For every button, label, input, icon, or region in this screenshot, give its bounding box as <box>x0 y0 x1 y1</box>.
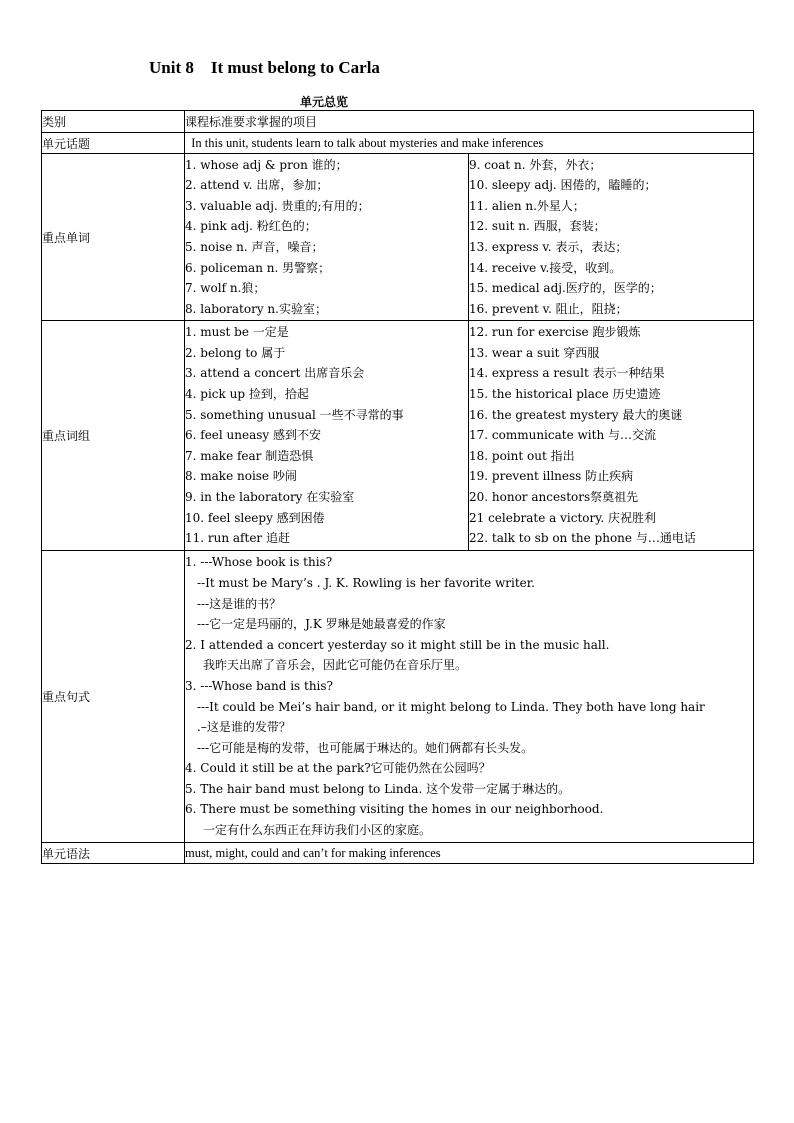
sentence-line: .–这是谁的发带？ <box>197 720 291 735</box>
list-item: 16. prevent v. 阻止，阻挠； <box>469 301 628 316</box>
list-item: 2. belong to 属于 <box>185 345 286 360</box>
list-item: 6. feel uneasy 感到不安 <box>185 428 322 443</box>
topic-label: 单元话题 <box>42 133 185 154</box>
list-item: 18. point out 指出 <box>469 448 575 463</box>
grammar-text: must, might, could and can’t for making inferences <box>185 843 754 864</box>
phrases-row <box>42 321 754 551</box>
list-item: 8. laboratory n.实验室； <box>185 301 327 316</box>
sentence-line: ---它一定是玛丽的，J.K 罗琳是她最喜爱的作家 <box>197 617 446 632</box>
grammar-label: 单元语法 <box>42 843 185 864</box>
list-item: 10. feel sleepy 感到困倦 <box>185 510 325 525</box>
phrases-right-list <box>469 321 754 551</box>
sentence-line: 6. There must be something visiting the homes in our neighborhood. <box>185 802 604 817</box>
sentence-line: 4. Could it still be at the park?它可能仍然在公园吗？ <box>185 761 491 776</box>
sentences-row <box>42 551 754 843</box>
list-item: 16. the greatest mystery 最大的奥谜 <box>469 407 683 422</box>
sentences-label: 重点句式 <box>42 551 185 843</box>
topic-row <box>42 133 754 154</box>
sentence-line: ---It could be Mei’s hair band, or it might belong to Linda. They both have long hair <box>197 699 705 714</box>
grammar-row <box>42 843 754 864</box>
phrases-label: 重点词组 <box>42 321 185 551</box>
list-item: 13. wear a suit 穿西服 <box>469 345 600 360</box>
list-item: 7. make fear 制造恐惧 <box>185 448 314 463</box>
sentence-line: 3. ---Whose band is this? <box>185 678 333 693</box>
list-item: 11. alien n.外星人； <box>469 198 585 213</box>
vocab-right-list <box>469 154 754 321</box>
list-item: 4. pick up 捡到，拾起 <box>185 387 309 402</box>
list-item: 5. noise n. 声音，噪音； <box>185 240 324 254</box>
list-item: 11. run after 追赶 <box>185 531 290 546</box>
list-item: 9. in the laboratory 在实验室 <box>185 489 355 504</box>
list-item: 5. something unusual 一些不寻常的事 <box>185 407 404 422</box>
header-category: 类别 <box>42 111 185 133</box>
list-item: 14. receive v.接受，收到。 <box>469 260 622 275</box>
list-item: 15. medical adj.医疗的，医学的； <box>469 281 662 296</box>
vocab-row <box>42 154 754 321</box>
list-item: 3. valuable adj. 贵重的;有用的； <box>185 198 370 213</box>
list-item: 2. attend v. 出席，参加； <box>185 178 329 193</box>
list-item: 22. talk to sb on the phone 与…通电话 <box>469 531 696 546</box>
sentences-list <box>185 551 754 843</box>
sentence-line: ---这是谁的书？ <box>197 596 282 611</box>
sentence-line: --It must be Mary’s . J. K. Rowling is her favorite writer. <box>197 575 535 590</box>
header-items: 课程标准要求掌握的项目 <box>185 111 754 133</box>
sentence-line: 5. The hair band must belong to Linda. 这个发带一定属于琳达的。 <box>185 781 571 796</box>
list-item: 12. suit n. 西服，套装； <box>469 219 606 234</box>
list-item: 7. wolf n.狼； <box>185 281 266 296</box>
list-item: 3. attend a concert 出席音乐会 <box>185 366 365 381</box>
phrases-left-list <box>185 321 469 551</box>
list-item: 4. pink adj. 粉红色的； <box>185 219 317 234</box>
sentence-line: ---它可能是梅的发带，也可能属于琳达的。她们俩都有长头发。 <box>197 740 534 755</box>
list-item: 1. must be 一定是 <box>185 325 289 340</box>
header-row <box>42 111 754 133</box>
sentence-line: 我昨天出席了音乐会，因此它可能仍在音乐厅里。 <box>203 658 468 673</box>
section-subtitle: 单元总览 <box>300 95 349 109</box>
vocab-label: 重点单词 <box>42 154 185 321</box>
unit-overview-table <box>41 110 754 864</box>
list-item: 1. whose adj & pron 谁的； <box>185 157 348 172</box>
list-item: 6. policeman n. 男警察； <box>185 260 331 275</box>
list-item: 8. make noise 吵闹 <box>185 469 297 484</box>
topic-text: In this unit, students learn to talk about mysteries and make inferences <box>185 133 754 154</box>
list-item: 10. sleepy adj. 困倦的，瞌睡的； <box>469 178 657 193</box>
list-item: 9. coat n. 外套，外衣； <box>469 157 602 172</box>
list-item: 21 celebrate a victory. 庆祝胜利 <box>469 510 657 525</box>
sentence-line: 1. ---Whose book is this? <box>185 555 333 570</box>
list-item: 20. honor ancestors祭奠祖先 <box>469 489 639 504</box>
list-item: 13. express v. 表示，表达； <box>469 240 628 254</box>
list-item: 19. prevent illness 防止疾病 <box>469 469 634 484</box>
list-item: 15. the historical place 历史遗迹 <box>469 387 661 402</box>
page-title: Unit 8 It must belong to Carla <box>149 58 380 77</box>
vocab-left-list <box>185 154 469 321</box>
sentence-line: 2. I attended a concert yesterday so it might still be in the music hall. <box>185 637 610 652</box>
list-item: 17. communicate with 与…交流 <box>469 428 656 443</box>
list-item: 14. express a result 表示一种结果 <box>469 366 665 381</box>
list-item: 12. run for exercise 跑步锻炼 <box>469 325 641 340</box>
sentence-line: 一定有什么东西正在拜访我们小区的家庭。 <box>203 823 432 838</box>
